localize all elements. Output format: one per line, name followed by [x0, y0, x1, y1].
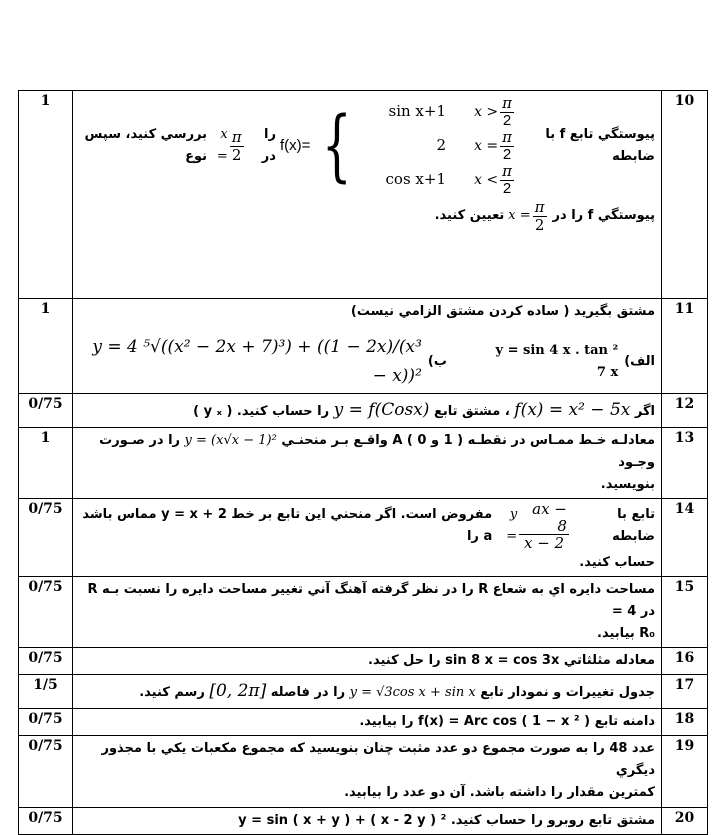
number-13: 13: [662, 427, 708, 498]
piecewise-function: [280, 95, 516, 197]
question-text-19: [73, 736, 662, 807]
score-11: 1: [19, 299, 73, 394]
question-text-13: [73, 427, 662, 498]
q14-line2: حساب كنيد.: [579, 554, 655, 570]
question-row-13: [19, 427, 708, 498]
q17-text-a: جدول تغييرات و نمودار تابع: [480, 685, 655, 701]
score-15: 0/75: [19, 576, 73, 647]
q12-text-c: را حساب كنيد. ( y ₓ ): [193, 403, 330, 419]
q11-part-b-label: ب): [427, 353, 447, 369]
q11-part-a: y = sin 4 x . tan ² 7 x: [495, 342, 619, 380]
question-text-11: [73, 299, 662, 394]
q15-line2: R₀ بيابيد.: [597, 625, 655, 641]
question-text-14: [73, 499, 662, 577]
q17-text-b: را در فاصله: [270, 685, 346, 701]
question-text-10: [73, 91, 662, 299]
question-row-15: [19, 576, 708, 647]
question-text-16: معادله مثلثاتي sin 8 x = cos 3x را حل كنيد.: [73, 648, 662, 675]
q10-line2-point: x = $\frac{\pi}{2}$: [508, 198, 545, 234]
q14-text-a: تابع با ضابطه: [612, 507, 655, 545]
number-15: 15: [662, 576, 708, 647]
number-10: 10: [662, 91, 708, 299]
number-16: 16: [662, 648, 708, 675]
score-20: 0/75: [19, 807, 73, 834]
question-row-11: [19, 299, 708, 394]
q11-text: مشتق بگيريد ( ساده كردن مشتق الزامي نيست): [350, 304, 655, 319]
q17-interval: [0, 2π]: [209, 681, 267, 702]
question-text-12: [73, 393, 662, 427]
score-19: 0/75: [19, 736, 73, 807]
q14-fraction: y = $\frac{ax - 8}{x - 2}$: [506, 500, 567, 553]
q12-f: f(x) = x² − 5x: [514, 399, 631, 420]
q11-part-a-label: الف): [624, 353, 655, 369]
q13-text-b: را در صـورت وجـود: [99, 432, 655, 470]
case-3-expr: cos x+1: [385, 170, 446, 189]
case-1-cond: x > $\frac{\pi}{2}$: [474, 94, 512, 129]
question-row-16: [19, 648, 708, 675]
q10-text-c: بررسي كنيد، سپس نوع: [84, 126, 208, 164]
score-12: 0/75: [19, 393, 73, 427]
q14-text-b: مفروض است. اگر منحني اين تابع بر خط y = x + 2 مماس باشد a را: [82, 507, 493, 545]
score-10: 1: [19, 91, 73, 299]
q12-y: y = f(Cosx): [333, 399, 430, 420]
question-row-19: [19, 736, 708, 807]
score-14: 0/75: [19, 499, 73, 577]
question-row-18: [19, 709, 708, 736]
question-row-12: [19, 393, 708, 427]
q13-text-a: معادلـه خـط ممـاس در نقطـه ( 1 و 0 ) A واقـع بـر منحنـي: [281, 432, 655, 448]
number-20: 20: [662, 807, 708, 834]
score-18: 0/75: [19, 709, 73, 736]
case-3-cond: x < $\frac{\pi}{2}$: [474, 162, 512, 197]
q10-text-b: را در: [261, 126, 276, 164]
q12-text-b: ، مشتق تابع: [433, 403, 510, 419]
question-row-10: [19, 91, 708, 299]
q15-text: مساحت دايره اي به شعاع R را در نظر گرفته آهنگ آني تغيير مساحت دايره را نسبت بـه R در 4 =: [87, 581, 655, 619]
q13-line2: بنويسيد.: [600, 477, 655, 493]
q17-func: y = √3cos x + sin x: [349, 685, 476, 701]
score-13: 1: [19, 427, 73, 498]
fx-label: f(x)=: [279, 137, 311, 155]
question-text-18: دامنه تابع ( f(x) = Arc cos ( 1 − x ² را بيابيد.: [73, 709, 662, 736]
number-12: 12: [662, 393, 708, 427]
question-text-15: [73, 576, 662, 647]
q13-curve: y = (x√x − 1)²: [184, 432, 277, 448]
case-2-expr: 2: [436, 136, 446, 155]
q11-part-b: y = 4 ⁵√((x² − 2x + 7)³) + ((1 − 2x)/(x³ − x))²: [92, 337, 422, 386]
question-text-17: [73, 675, 662, 709]
q10-point: x = $\frac{\pi}{2}$: [216, 126, 242, 164]
number-18: 18: [662, 709, 708, 736]
brace-glyph: {: [322, 101, 353, 191]
q10-line2-b: تعيين كنيد.: [434, 207, 505, 223]
q17-text-c: رسم كنيد.: [139, 685, 205, 701]
cases-grid: [364, 95, 516, 197]
q19-line2: كمترين مقدار را داشته باشد. آن دو عدد را بيابيد.: [344, 785, 655, 801]
score-17: 1/5: [19, 675, 73, 709]
number-14: 14: [662, 499, 708, 577]
q19-text: عدد 48 را به صورت مجموع دو عدد مثبت چنان بنويسيد كه مجموع مكعبات يكي با مجذور ديگري: [101, 741, 655, 779]
number-17: 17: [662, 675, 708, 709]
q10-line2-a: پیوستگي f را در: [552, 207, 655, 223]
question-row-20: [19, 807, 708, 834]
number-11: 11: [662, 299, 708, 394]
case-1-expr: sin x+1: [388, 102, 446, 121]
question-text-20: مشتق تابع روبرو را حساب كنيد. ² y = sin ( x + y ) + ( x - 2 y ): [73, 807, 662, 834]
question-row-14: [19, 499, 708, 577]
q12-text-a: اگر: [634, 403, 655, 419]
case-2-cond: x = $\frac{\pi}{2}$: [474, 128, 512, 163]
q10-text-a: پیوستگي تابع f با ضابطه: [545, 126, 655, 164]
exam-table: [18, 90, 708, 835]
question-row-17: [19, 675, 708, 709]
number-19: 19: [662, 736, 708, 807]
score-16: 0/75: [19, 648, 73, 675]
